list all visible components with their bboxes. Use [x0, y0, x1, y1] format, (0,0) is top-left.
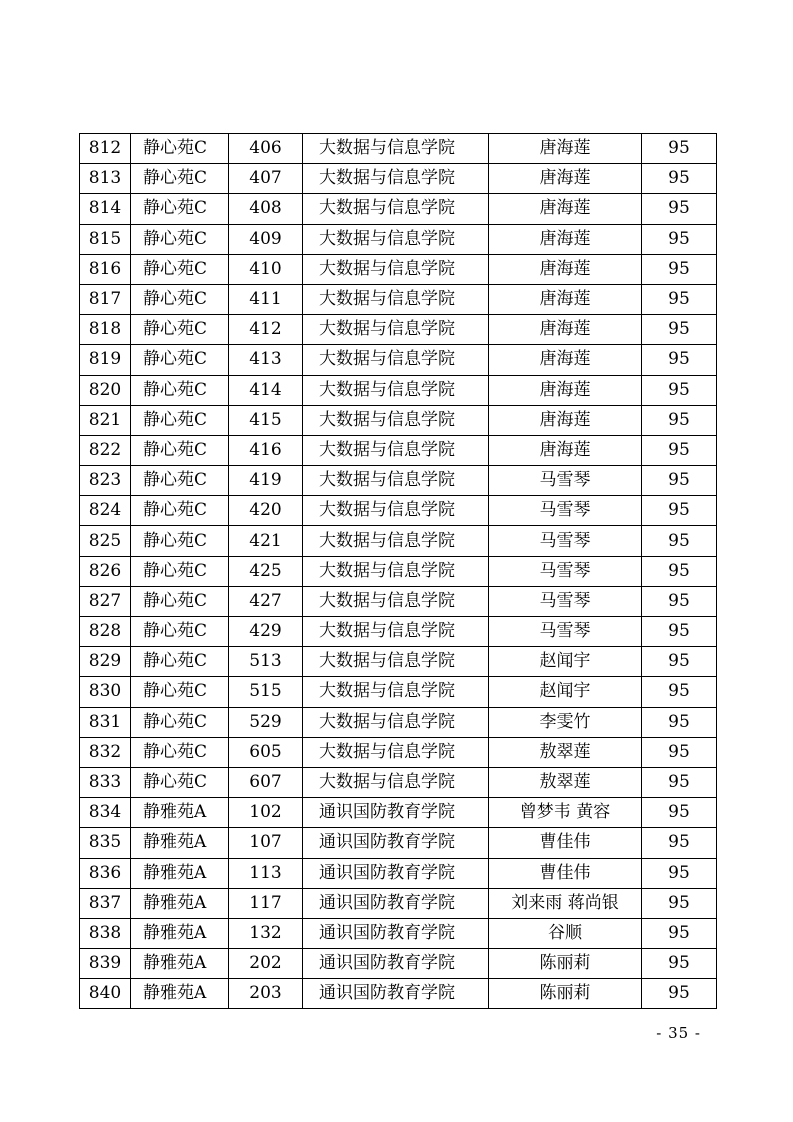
cell-score: 95: [642, 134, 717, 164]
cell-room-number: 102: [229, 798, 303, 828]
cell-college: 大数据与信息学院: [303, 737, 489, 767]
cell-score: 95: [642, 194, 717, 224]
cell-responsible-person: 赵闻宇: [489, 677, 642, 707]
cell-room-number: 515: [229, 677, 303, 707]
cell-building: 静心苑C: [131, 647, 229, 677]
table-row: [80, 556, 717, 586]
cell-score: 95: [642, 315, 717, 345]
cell-row-number: 827: [80, 586, 131, 616]
cell-score: 95: [642, 918, 717, 948]
cell-row-number: 835: [80, 828, 131, 858]
cell-room-number: 605: [229, 737, 303, 767]
cell-room-number: 409: [229, 224, 303, 254]
cell-score: 95: [642, 888, 717, 918]
table-row: [80, 737, 717, 767]
cell-college: 大数据与信息学院: [303, 375, 489, 405]
cell-row-number: 820: [80, 375, 131, 405]
cell-college: 大数据与信息学院: [303, 526, 489, 556]
cell-score: 95: [642, 979, 717, 1009]
cell-building: 静心苑C: [131, 254, 229, 284]
cell-row-number: 828: [80, 617, 131, 647]
cell-responsible-person: 唐海莲: [489, 435, 642, 465]
table-row: [80, 677, 717, 707]
cell-responsible-person: 唐海莲: [489, 405, 642, 435]
table-body: [80, 134, 717, 1009]
cell-responsible-person: 马雪琴: [489, 617, 642, 647]
cell-row-number: 826: [80, 556, 131, 586]
cell-college: 大数据与信息学院: [303, 496, 489, 526]
cell-score: 95: [642, 496, 717, 526]
cell-building: 静雅苑A: [131, 828, 229, 858]
cell-college: 大数据与信息学院: [303, 677, 489, 707]
cell-room-number: 113: [229, 858, 303, 888]
cell-responsible-person: 赵闻宇: [489, 647, 642, 677]
cell-college: 大数据与信息学院: [303, 254, 489, 284]
cell-responsible-person: 唐海莲: [489, 375, 642, 405]
cell-college: 大数据与信息学院: [303, 194, 489, 224]
cell-building: 静心苑C: [131, 617, 229, 647]
cell-room-number: 420: [229, 496, 303, 526]
cell-score: 95: [642, 254, 717, 284]
cell-building: 静心苑C: [131, 224, 229, 254]
cell-score: 95: [642, 949, 717, 979]
cell-responsible-person: 马雪琴: [489, 496, 642, 526]
table-row: [80, 918, 717, 948]
cell-row-number: 821: [80, 405, 131, 435]
cell-room-number: 202: [229, 949, 303, 979]
table-row: [80, 767, 717, 797]
cell-responsible-person: 唐海莲: [489, 345, 642, 375]
cell-responsible-person: 陈丽莉: [489, 949, 642, 979]
cell-score: 95: [642, 707, 717, 737]
cell-row-number: 834: [80, 798, 131, 828]
dormitory-score-table: [79, 133, 717, 1009]
cell-row-number: 815: [80, 224, 131, 254]
cell-building: 静心苑C: [131, 466, 229, 496]
table-row: [80, 979, 717, 1009]
cell-room-number: 416: [229, 435, 303, 465]
cell-room-number: 411: [229, 284, 303, 314]
table-row: [80, 405, 717, 435]
cell-room-number: 421: [229, 526, 303, 556]
cell-score: 95: [642, 767, 717, 797]
cell-responsible-person: 马雪琴: [489, 466, 642, 496]
cell-building: 静心苑C: [131, 315, 229, 345]
cell-row-number: 832: [80, 737, 131, 767]
cell-responsible-person: 敖翠莲: [489, 767, 642, 797]
cell-score: 95: [642, 556, 717, 586]
cell-row-number: 838: [80, 918, 131, 948]
cell-score: 95: [642, 586, 717, 616]
cell-room-number: 429: [229, 617, 303, 647]
table-row: [80, 647, 717, 677]
cell-college: 大数据与信息学院: [303, 164, 489, 194]
cell-responsible-person: 唐海莲: [489, 164, 642, 194]
cell-room-number: 107: [229, 828, 303, 858]
cell-row-number: 816: [80, 254, 131, 284]
cell-responsible-person: 马雪琴: [489, 586, 642, 616]
cell-room-number: 407: [229, 164, 303, 194]
cell-score: 95: [642, 677, 717, 707]
cell-college: 大数据与信息学院: [303, 466, 489, 496]
cell-building: 静心苑C: [131, 767, 229, 797]
cell-building: 静心苑C: [131, 405, 229, 435]
cell-responsible-person: 马雪琴: [489, 556, 642, 586]
cell-building: 静心苑C: [131, 586, 229, 616]
cell-room-number: 607: [229, 767, 303, 797]
cell-college: 大数据与信息学院: [303, 617, 489, 647]
cell-college: 大数据与信息学院: [303, 315, 489, 345]
cell-row-number: 819: [80, 345, 131, 375]
cell-row-number: 836: [80, 858, 131, 888]
cell-responsible-person: 唐海莲: [489, 194, 642, 224]
cell-row-number: 812: [80, 134, 131, 164]
cell-score: 95: [642, 798, 717, 828]
page-number: - 35 -: [656, 1024, 701, 1042]
table-row: [80, 798, 717, 828]
cell-college: 通识国防教育学院: [303, 828, 489, 858]
cell-responsible-person: 敖翠莲: [489, 737, 642, 767]
cell-college: 大数据与信息学院: [303, 586, 489, 616]
cell-row-number: 840: [80, 979, 131, 1009]
cell-row-number: 839: [80, 949, 131, 979]
cell-building: 静心苑C: [131, 556, 229, 586]
table-row: [80, 345, 717, 375]
cell-score: 95: [642, 647, 717, 677]
cell-college: 通识国防教育学院: [303, 949, 489, 979]
cell-room-number: 413: [229, 345, 303, 375]
cell-building: 静心苑C: [131, 496, 229, 526]
cell-score: 95: [642, 345, 717, 375]
cell-room-number: 414: [229, 375, 303, 405]
cell-building: 静雅苑A: [131, 979, 229, 1009]
cell-building: 静心苑C: [131, 345, 229, 375]
cell-building: 静雅苑A: [131, 798, 229, 828]
cell-building: 静心苑C: [131, 284, 229, 314]
cell-building: 静雅苑A: [131, 858, 229, 888]
cell-building: 静雅苑A: [131, 918, 229, 948]
cell-building: 静心苑C: [131, 375, 229, 405]
cell-responsible-person: 曾梦韦 黄容: [489, 798, 642, 828]
cell-responsible-person: 马雪琴: [489, 526, 642, 556]
cell-room-number: 406: [229, 134, 303, 164]
cell-score: 95: [642, 466, 717, 496]
cell-room-number: 529: [229, 707, 303, 737]
cell-score: 95: [642, 526, 717, 556]
cell-building: 静心苑C: [131, 707, 229, 737]
cell-row-number: 817: [80, 284, 131, 314]
cell-room-number: 203: [229, 979, 303, 1009]
cell-college: 大数据与信息学院: [303, 435, 489, 465]
cell-responsible-person: 唐海莲: [489, 315, 642, 345]
cell-responsible-person: 谷顺: [489, 918, 642, 948]
cell-college: 大数据与信息学院: [303, 134, 489, 164]
cell-room-number: 415: [229, 405, 303, 435]
cell-row-number: 824: [80, 496, 131, 526]
cell-college: 大数据与信息学院: [303, 405, 489, 435]
table-row: [80, 224, 717, 254]
table-row: [80, 466, 717, 496]
cell-score: 95: [642, 284, 717, 314]
cell-room-number: 419: [229, 466, 303, 496]
cell-score: 95: [642, 858, 717, 888]
cell-score: 95: [642, 164, 717, 194]
table-row: [80, 858, 717, 888]
table-row: [80, 254, 717, 284]
table-row: [80, 496, 717, 526]
cell-building: 静心苑C: [131, 164, 229, 194]
cell-building: 静心苑C: [131, 526, 229, 556]
table-row: [80, 284, 717, 314]
cell-row-number: 822: [80, 435, 131, 465]
cell-row-number: 814: [80, 194, 131, 224]
cell-college: 大数据与信息学院: [303, 707, 489, 737]
table-row: [80, 526, 717, 556]
cell-responsible-person: 唐海莲: [489, 284, 642, 314]
cell-building: 静心苑C: [131, 134, 229, 164]
cell-room-number: 513: [229, 647, 303, 677]
cell-building: 静心苑C: [131, 435, 229, 465]
cell-college: 大数据与信息学院: [303, 556, 489, 586]
cell-college: 通识国防教育学院: [303, 918, 489, 948]
cell-building: 静雅苑A: [131, 949, 229, 979]
cell-room-number: 425: [229, 556, 303, 586]
cell-score: 95: [642, 828, 717, 858]
cell-building: 静心苑C: [131, 737, 229, 767]
cell-room-number: 410: [229, 254, 303, 284]
table-row: [80, 164, 717, 194]
cell-room-number: 132: [229, 918, 303, 948]
cell-row-number: 823: [80, 466, 131, 496]
cell-college: 大数据与信息学院: [303, 224, 489, 254]
cell-room-number: 408: [229, 194, 303, 224]
cell-score: 95: [642, 405, 717, 435]
cell-responsible-person: 李雯竹: [489, 707, 642, 737]
cell-room-number: 117: [229, 888, 303, 918]
table-row: [80, 707, 717, 737]
table-row: [80, 194, 717, 224]
table-row: [80, 375, 717, 405]
cell-row-number: 831: [80, 707, 131, 737]
table-row: [80, 949, 717, 979]
cell-responsible-person: 曹佳伟: [489, 828, 642, 858]
cell-score: 95: [642, 617, 717, 647]
cell-responsible-person: 曹佳伟: [489, 858, 642, 888]
cell-building: 静心苑C: [131, 194, 229, 224]
cell-responsible-person: 陈丽莉: [489, 979, 642, 1009]
table-row: [80, 435, 717, 465]
cell-college: 大数据与信息学院: [303, 767, 489, 797]
cell-row-number: 818: [80, 315, 131, 345]
table-row: [80, 828, 717, 858]
cell-college: 通识国防教育学院: [303, 858, 489, 888]
cell-college: 大数据与信息学院: [303, 284, 489, 314]
cell-college: 通识国防教育学院: [303, 888, 489, 918]
table-row: [80, 315, 717, 345]
cell-score: 95: [642, 375, 717, 405]
cell-row-number: 829: [80, 647, 131, 677]
cell-room-number: 427: [229, 586, 303, 616]
table-row: [80, 617, 717, 647]
cell-building: 静雅苑A: [131, 888, 229, 918]
cell-score: 95: [642, 737, 717, 767]
cell-responsible-person: 唐海莲: [489, 134, 642, 164]
cell-college: 通识国防教育学院: [303, 979, 489, 1009]
cell-room-number: 412: [229, 315, 303, 345]
cell-score: 95: [642, 435, 717, 465]
table-row: [80, 586, 717, 616]
cell-score: 95: [642, 224, 717, 254]
cell-college: 大数据与信息学院: [303, 345, 489, 375]
cell-responsible-person: 唐海莲: [489, 254, 642, 284]
table-row: [80, 888, 717, 918]
cell-college: 大数据与信息学院: [303, 647, 489, 677]
cell-responsible-person: 唐海莲: [489, 224, 642, 254]
cell-row-number: 825: [80, 526, 131, 556]
cell-building: 静心苑C: [131, 677, 229, 707]
cell-row-number: 837: [80, 888, 131, 918]
cell-row-number: 830: [80, 677, 131, 707]
cell-college: 通识国防教育学院: [303, 798, 489, 828]
cell-responsible-person: 刘来雨 蒋尚银: [489, 888, 642, 918]
cell-row-number: 813: [80, 164, 131, 194]
cell-row-number: 833: [80, 767, 131, 797]
table-row: [80, 134, 717, 164]
